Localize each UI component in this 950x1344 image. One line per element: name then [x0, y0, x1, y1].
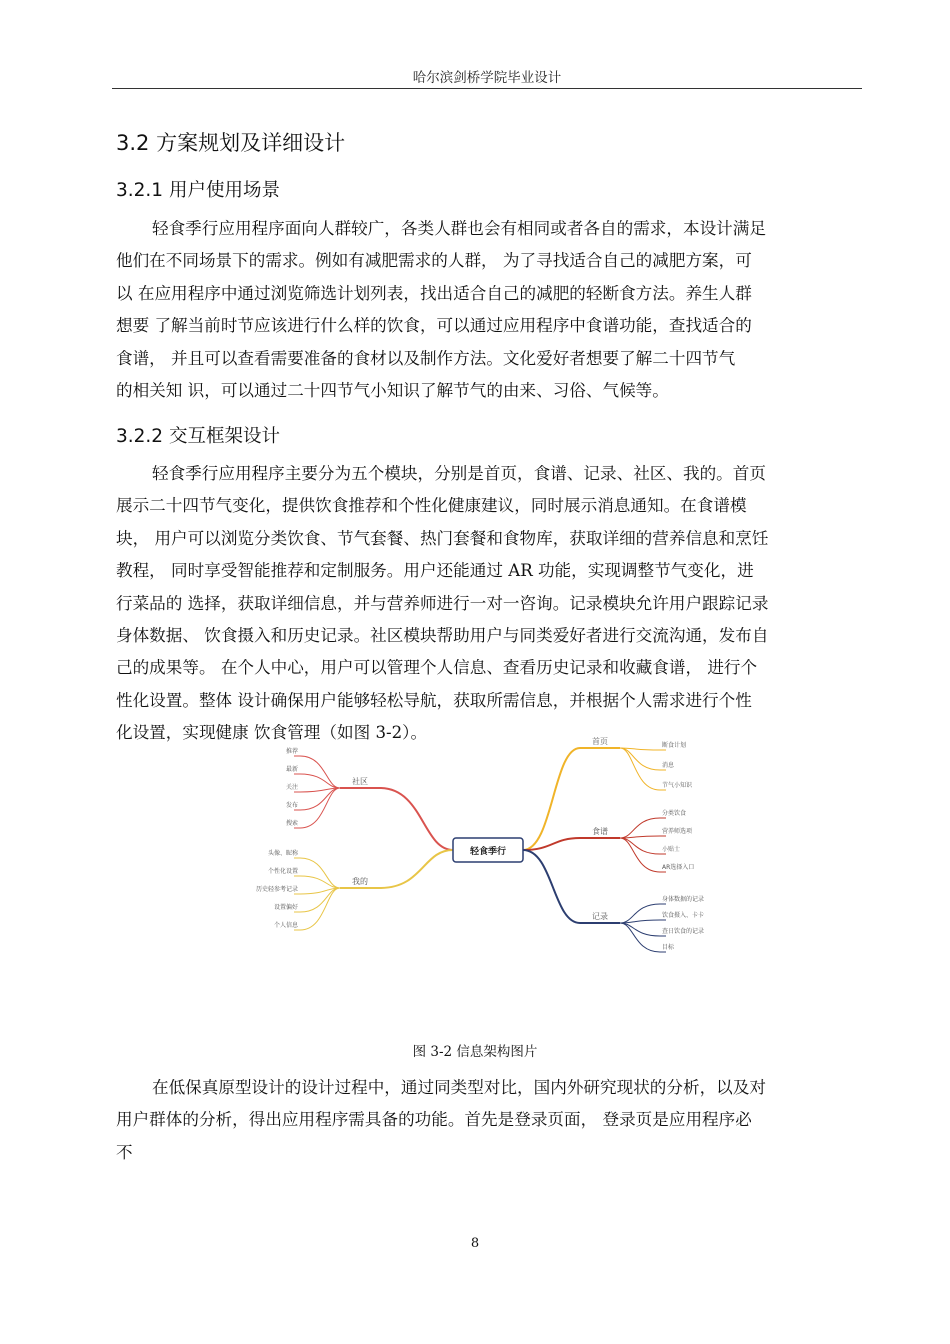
mindmap-leaf-label: 消息	[662, 762, 675, 769]
mindmap-leaf-label: AR选择入口	[662, 864, 695, 871]
mindmap-connector	[523, 748, 580, 850]
mindmap-leaf-label: 个人信息	[273, 922, 298, 929]
text-line: 展示二十四节气变化，提供饮食推荐和个性化健康建议，同时展示消息通知。在食谱模	[116, 496, 747, 516]
header-title: 哈尔滨剑桥学院毕业设计	[412, 70, 562, 86]
mindmap-leaf-label: 搜索	[285, 820, 298, 827]
mindmap-leaf-label: 发布	[285, 802, 298, 809]
mindmap-leaf-label: 断食计划	[662, 742, 687, 749]
text-line: 用户群体的分析，得出应用程序需具备的功能。首先是登录页面， 登录页是应用程序必	[116, 1110, 752, 1130]
mindmap-leaf-connector	[620, 748, 660, 790]
mindmap-leaf-connector	[620, 923, 660, 952]
mindmap-leaf-label: 头像、昵称	[267, 850, 298, 857]
text-line: 己的成果等。 在个人中心，用户可以管理个人信息、查看历史记录和收藏食谱， 进行个	[116, 658, 758, 678]
mindmap-branch-label: 记录	[592, 912, 608, 921]
page-number: 8	[470, 1236, 480, 1251]
mindmap-leaf-label: 个性化设置	[267, 868, 298, 875]
text-line: 他们在不同场景下的需求。例如有减肥需求的人群， 为了寻找适合自己的减肥方案，可	[116, 251, 752, 271]
mindmap-branch-label: 首页	[592, 737, 608, 746]
mindmap-branch-label: 社区	[352, 777, 368, 786]
mindmap-leaf-label: 饮食摄入、卡卡	[662, 912, 705, 919]
subsection-title-user-scenarios: 3.2.1 用户使用场景	[116, 180, 280, 201]
mindmap-leaf-connector	[620, 818, 660, 838]
mindmap-leaf-label: 小贴士	[662, 846, 681, 853]
text-line: 以 在应用程序中通过浏览筛选计划列表，找出适合自己的减肥的轻断食方法。养生人群	[116, 283, 752, 303]
paragraph-interaction-framework	[116, 458, 866, 750]
section-title: 3.2 方案规划及详细设计	[116, 131, 346, 155]
text-line: 轻食季行应用程序面向人群较广，各类人群也会有相同或者各自的需求，本设计满足	[152, 219, 766, 238]
mindmap-leaf-connector	[300, 788, 340, 828]
text-line: 食谱， 并且可以查看需要准备的食材以及制作方法。文化爱好者想要了解二十四节气	[116, 348, 736, 368]
mindmap-leaf-label: 推荐	[285, 748, 298, 755]
mindmap-leaf-label: 目标	[662, 944, 675, 951]
text-line: 的相关知 识，可以通过二十四节气小知识了解节气的由来、习俗、气候等。	[116, 381, 669, 401]
mindmap-leaf-label: 历史轻参考记录	[255, 886, 298, 893]
mindmap-leaf-connector	[620, 838, 660, 872]
mindmap-leaf-connector	[300, 756, 340, 788]
paragraph-user-scenarios	[116, 213, 866, 407]
mindmap-connector	[380, 788, 453, 850]
text-line: 性化设置。整体 设计确保用户能够轻松导航，获取所需信息，并根据个人需求进行个性	[116, 690, 752, 710]
text-line: 块， 用户可以浏览分类饮食、节气套餐、热门套餐和食物库，获取详细的营养信息和烹饪	[116, 528, 769, 548]
mindmap-leaf-label: 分类饮食	[662, 810, 687, 817]
paragraph-closing	[116, 1072, 866, 1169]
text-line: 教程， 同时享受智能推荐和定制服务。用户还能通过 AR 功能，实现调整节气变化，进	[116, 561, 754, 581]
mindmap-connector	[380, 850, 453, 888]
mindmap-connector	[523, 850, 580, 923]
header-rule	[112, 88, 862, 89]
text-line: 化设置，实现健康 饮食管理（如图 3-2）。	[116, 723, 428, 743]
mindmap-branch-label: 我的	[352, 877, 368, 886]
mindmap-figure	[255, 737, 705, 978]
text-line: 在低保真原型设计的设计过程中，通过同类型对比，国内外研究现状的分析，以及对	[152, 1078, 766, 1097]
text-line: 行菜品的 选择，获取详细信息，并与营养师进行一对一咨询。记录模块允许用户跟踪记录	[116, 593, 769, 613]
text-line: 轻食季行应用程序主要分为五个模块，分别是首页，食谱、记录、社区、我的。首页	[152, 464, 766, 483]
mindmap-leaf-label: 身体数据的记录	[662, 896, 705, 903]
mindmap-leaf-label: 关注	[285, 784, 298, 791]
mindmap-leaf-label: 查日饮食的记录	[662, 928, 705, 935]
mindmap-diagram	[255, 737, 705, 978]
text-line: 想要 了解当前时节应该进行什么样的饮食，可以通过应用程序中食谱功能，查找适合的	[116, 316, 752, 336]
mindmap-leaf-label: 设置偏好	[273, 904, 298, 911]
figure-caption: 图 3-2 信息架构图片	[412, 1044, 538, 1060]
subsection-title-interaction-framework: 3.2.2 交互框架设计	[116, 426, 280, 447]
mindmap-leaf-connector	[300, 858, 340, 888]
mindmap-leaf-label: 最新	[285, 766, 298, 773]
mindmap-branch-label: 食谱	[592, 827, 608, 836]
mindmap-leaf-label: 营养师选项	[662, 828, 693, 835]
mindmap-connector	[523, 838, 580, 850]
mindmap-leaf-label: 节气小知识	[662, 782, 693, 789]
text-line: 不	[116, 1142, 133, 1162]
text-line: 身体数据、 饮食摄入和历史记录。社区模块帮助用户与同类爱好者进行交流沟通，发布自	[116, 626, 769, 646]
mindmap-center-label: 轻食季行	[469, 847, 507, 857]
